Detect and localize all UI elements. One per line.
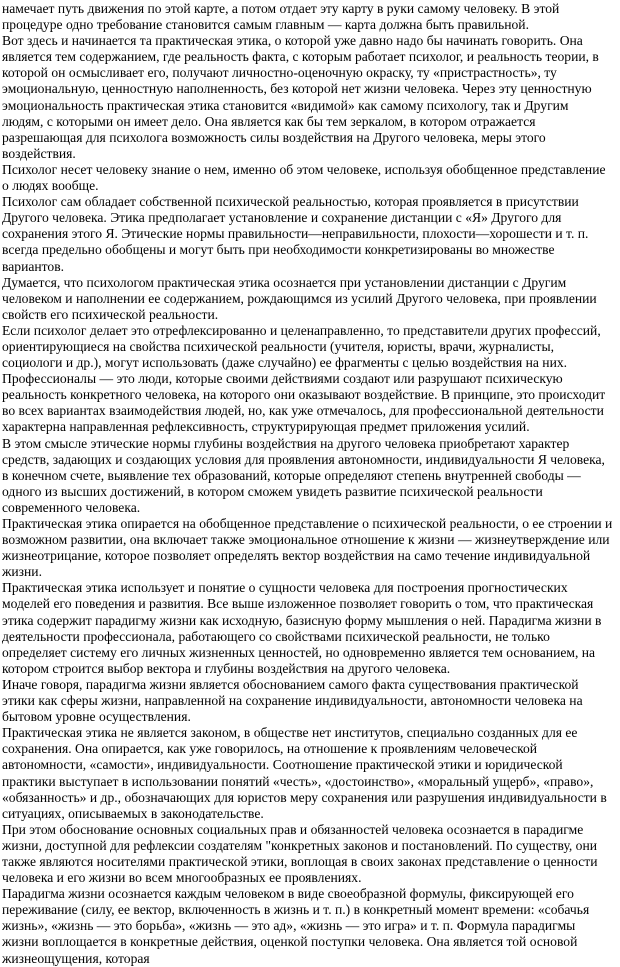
paragraph-3: Психолог несет человеку знание о нем, именно об этом человеке, используя обобщенное представление о людях вообще. — [2, 161, 606, 194]
paragraph-11: Практическая этика не является законом, в обществе нет институтов, специально созданных для ее сохранения. Она опирается, как уже говорилось, на отношение к проявлениям человеческой автономности, «самости», индивидуальности. Соотношение практической этики и юридической практики выступает в использовании понятий «честь», «достоинство», «моральный ущерб», «право», «обязанность» и др., обозначающих для юристов меру сохранения или разрушения индивидуальности в ситуациях, описываемых в законодательстве. — [2, 725, 607, 821]
paragraph-4: Психолог сам обладает собственной психической реальностью, которая проявляется в присутствии Другого человека. Этика предполагает установление и сохранение дистанции с «Я» Другого для сохранения этого Я. Этические нормы правильности—неправильности, плохости—хорошести и т. п. всегда предельно обобщены и могут быть при необходимости конкретизированы во множестве вариантов. — [2, 194, 589, 274]
paragraph-8: Практическая этика опирается на обобщенное представление о психической реальности, о ее строении и возможном развитии, она включает также эмоциональное отношение к жизни — жизнеутверждение или жизнеотрицание, которое позволяет определять вектор воздействия на само течение индивидуальной жизни. — [2, 516, 613, 580]
paragraph-1: намечает путь движения по этой карте, а потом отдает эту карту в руки самому человеку. В этой процедуре одно требование становится самым главным — карта должна быть правильной. — [2, 1, 560, 33]
paragraph-10: Иначе говоря, парадигма жизни является обоснованием самого факта существования практической этики как сферы жизни, направленной на сохранение индивидуальности, автономности человека на бытовом уровне осуществления. — [2, 676, 583, 725]
paragraph-9: Практическая этика использует и понятие о сущности человека для построения прогностических моделей его поведения и развития. Все выше изложенное позволяет говорить о том, что практическая этика содержит парадигму жизни как исходную, базисную форму мышления о ней. Парадигма жизни в деятельности профессионала, работающего со свойствами психической реальности, не только определяет систему его личных жизненных ценностей, но одновременно является тем основанием, на котором строится выбор вектора и глубины воздействия на другого человека. — [2, 580, 602, 676]
paragraph-7: В этом смысле этические нормы глубины воздействия на другого человека приобретают характер средств, задающих и создающих условия для проявления автономности, индивидуальности Я человека, в конечном счете, выявление тех образований, которые определяют степень внутренней свободы — одного из высших достижений, в котором сможем увидеть развитие психической реальности современного человека. — [2, 435, 605, 515]
paragraph-5: Думается, что психологом практическая этика осознается при установлении дистанции с Другим человеком и наполнении ее содержанием, рождающимся из усилий Другого человека, при проявлении свойств его психической реальности. — [2, 274, 597, 322]
paragraph-12: При этом обоснование основных социальных прав и обязанностей человека осознается в парадигме жизни, доступной для рефлексии создателям "конкретных законов и постановлений. По существу, они также являются носителями практической этики, воплощая в своих законах представление о ценности человека и его жизни во всем многообразных ее проявлениях. — [2, 821, 598, 886]
paragraph-2: Вот здесь и начинается та практическая этика, о которой уже давно надо бы начинать говорить. Она является тем содержанием, где реальность факта, с которым работает психолог, и реальность теории, в которой он осмысливает его, получают личностно-оценочную окраску, ту «пристрастность», ту эмоциональную, ценностную наполненность, без которой нет жизни человека. Через эту ценностную эмоциональность практическая этика становится «видимой» как самому психологу, так и Другим людям, с которыми он имеет дело. Она является как бы тем зеркалом, в котором отражается разрешающая для психолога возможность силы воздействия на Другого человека, меры этого воздействия. — [2, 33, 599, 161]
paragraph-13: Парадигма жизни осознается каждым человеком в виде своеобразной формулы, фиксирующей его переживание (силу, ее вектор, включенность в жизнь и т. п.) в конкретный момент времени: «собачья жизнь», «жизнь — это борьба», «жизнь — это ад», «жизнь — это игра» и т. п. Формула парадигмы жизни воплощается в конкретные действия, оценкой поступки человека. Она является той основой жизнеощущения, которая — [2, 886, 590, 966]
paragraph-6: Если психолог делает это отрефлексированно и целенаправленно, то представители других профессий, ориентирующиеся на свойства психической реальности (учителя, юристы, врачи, журналисты, социологи и др.), могут использовать (даже случайно) ее фрагменты с целью воздействия на них. Профессионалы — это люди, которые своими действиями создают или разрушают психическую реальность конкретного человека, на которого они оказывают воздействие. В принципе, это происходит во всех вариантах взаимодействия людей, но, как уже отмечалось, для профессиональной деятельности характерна направленная рефлексивность, структурирующая предмет приложения усилий. — [2, 322, 606, 435]
